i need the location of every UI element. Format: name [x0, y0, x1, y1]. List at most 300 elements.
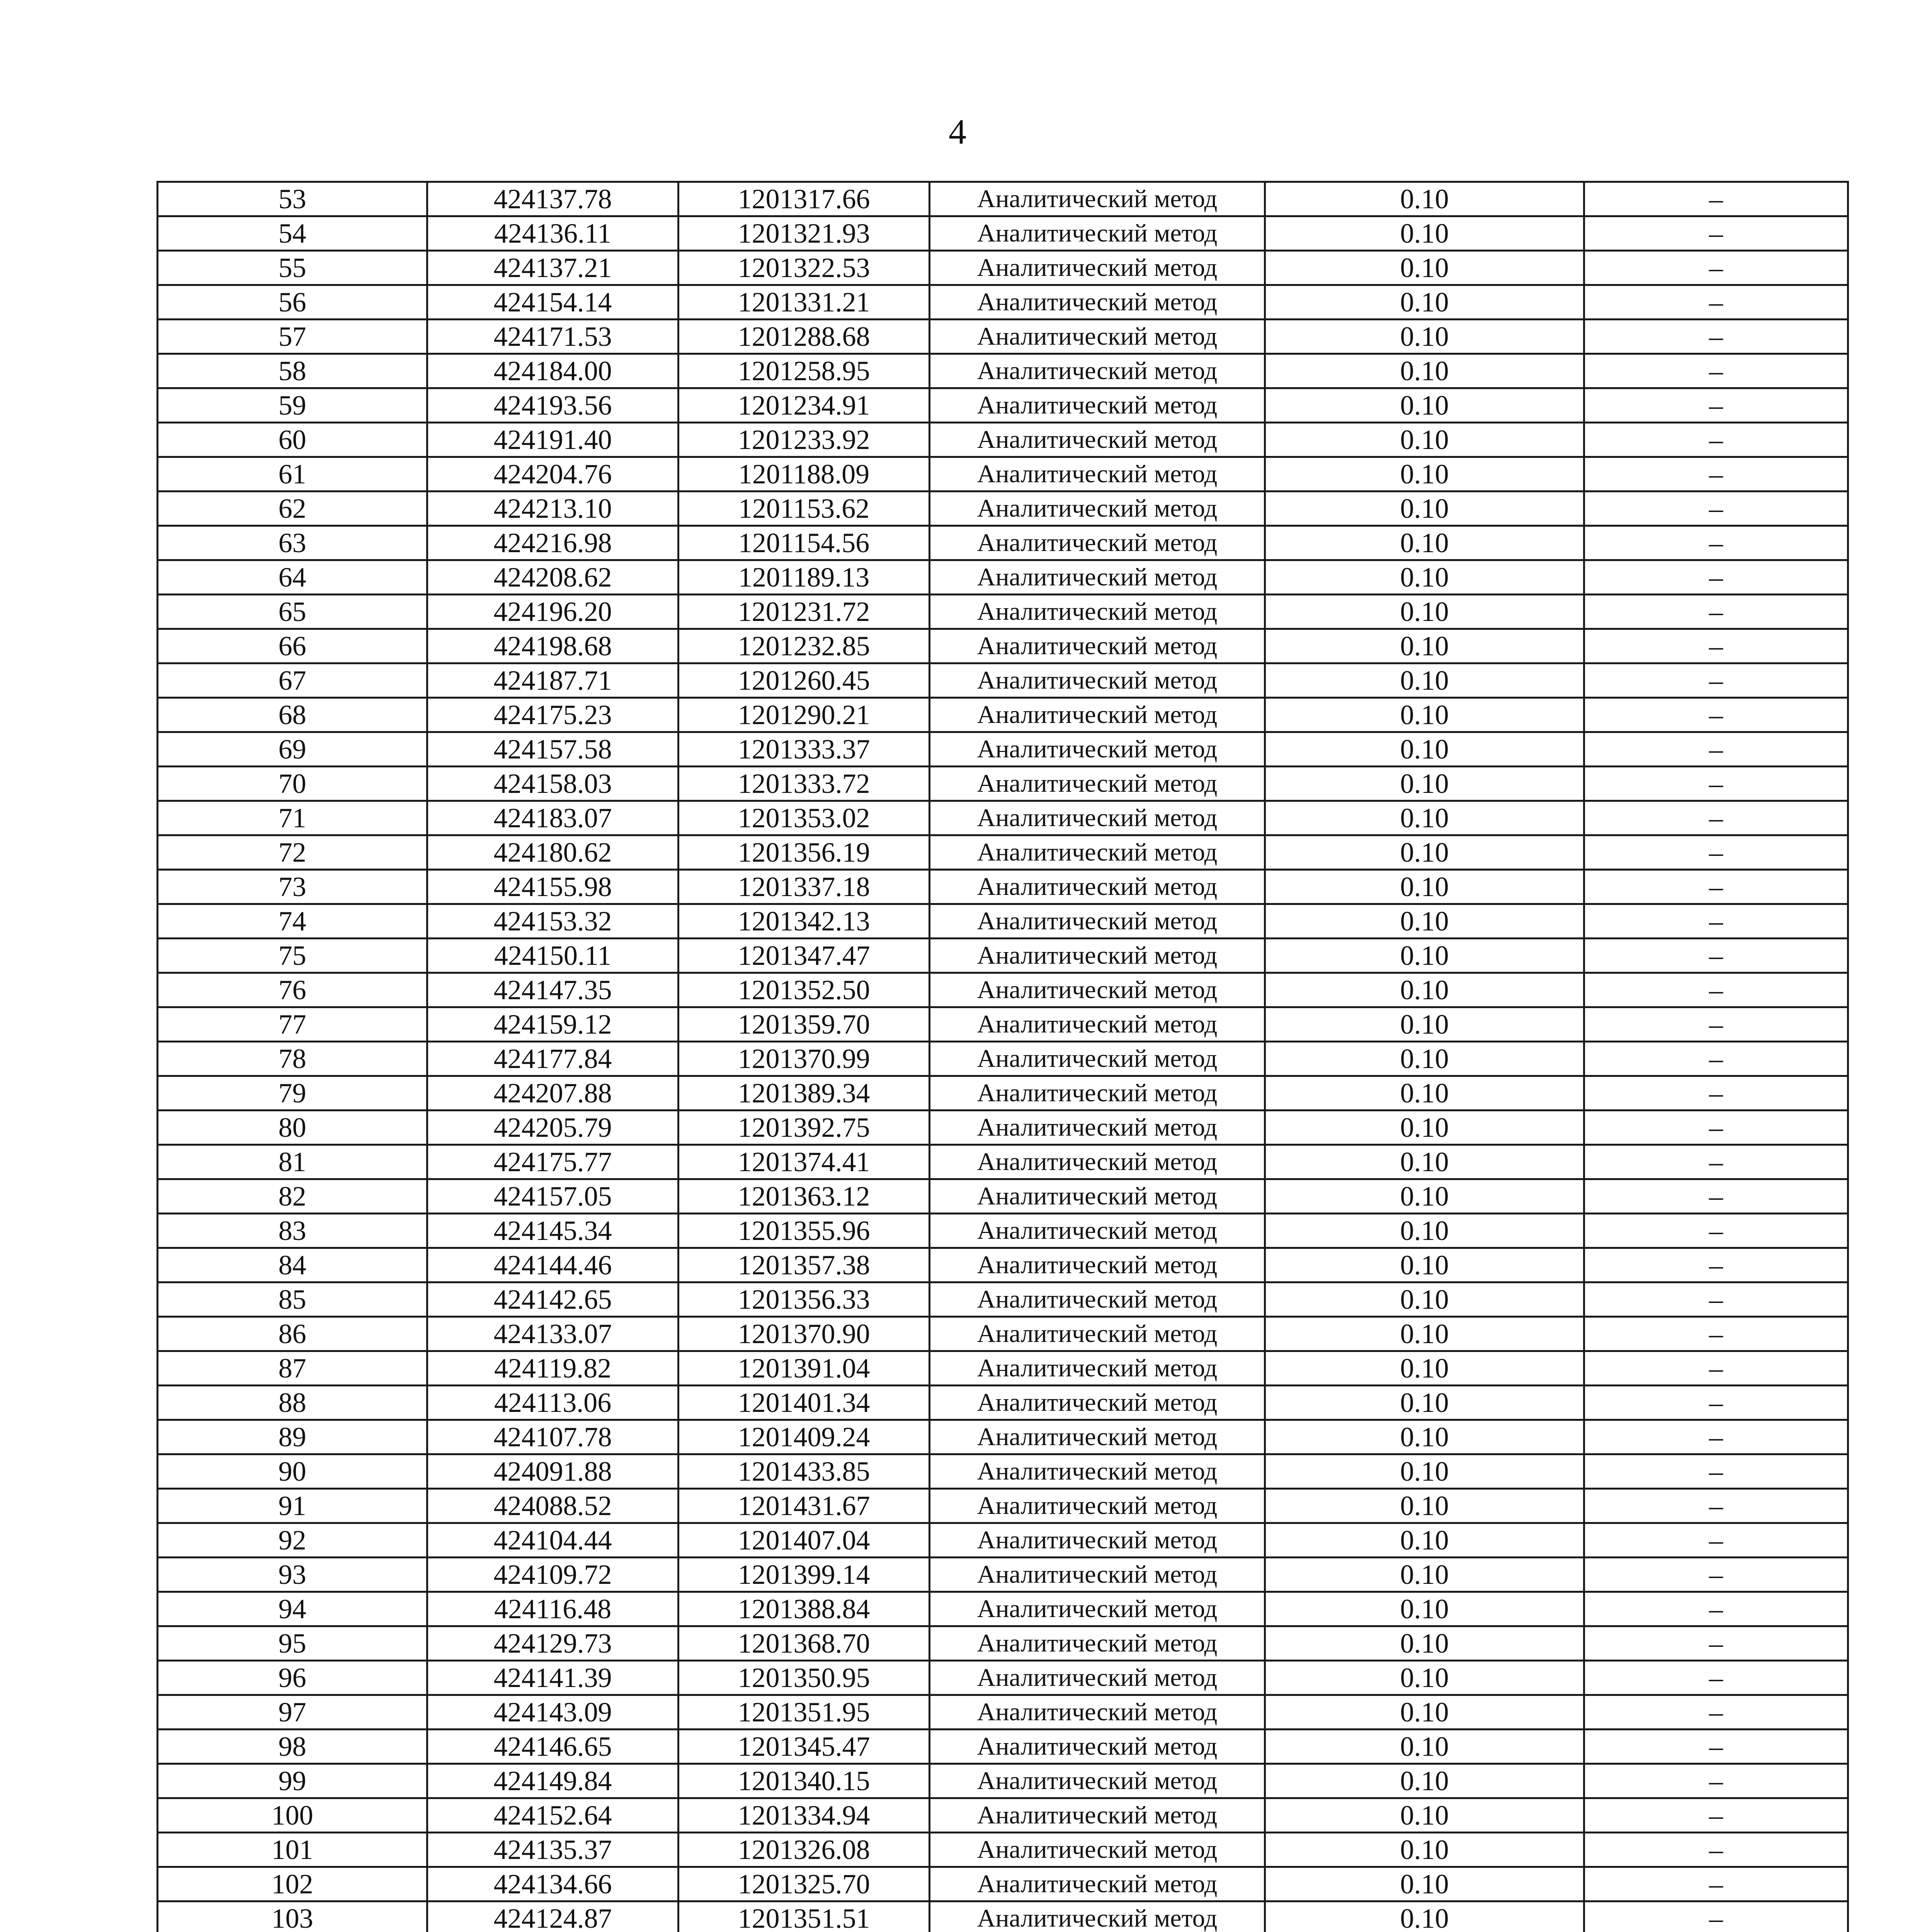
cell-error: 0.10: [1265, 595, 1584, 629]
table-row: [158, 1626, 1848, 1661]
cell-x-coordinate: 424191.40: [427, 423, 679, 457]
cell-x-coordinate: 424142.65: [427, 1282, 679, 1317]
cell-point-number: 96: [158, 1661, 427, 1695]
cell-y-coordinate: 1201350.95: [679, 1661, 930, 1695]
cell-method: Аналитический метод: [930, 1145, 1265, 1179]
cell-method: Аналитический метод: [930, 1626, 1265, 1661]
cell-y-coordinate: 1201370.99: [679, 1042, 930, 1076]
cell-note: –: [1584, 492, 1848, 526]
table-row: [158, 1523, 1848, 1558]
cell-point-number: 65: [158, 595, 427, 629]
table-row: [158, 1282, 1848, 1317]
table-row: [158, 423, 1848, 457]
cell-x-coordinate: 424157.05: [427, 1179, 679, 1214]
cell-x-coordinate: 424175.23: [427, 698, 679, 732]
cell-point-number: 60: [158, 423, 427, 457]
cell-method: Аналитический метод: [930, 388, 1265, 423]
cell-x-coordinate: 424145.34: [427, 1214, 679, 1248]
cell-point-number: 86: [158, 1317, 427, 1351]
cell-point-number: 100: [158, 1798, 427, 1833]
cell-point-number: 92: [158, 1523, 427, 1558]
cell-point-number: 74: [158, 904, 427, 939]
cell-y-coordinate: 1201325.70: [679, 1867, 930, 1901]
cell-error: 0.10: [1265, 1248, 1584, 1282]
cell-y-coordinate: 1201357.38: [679, 1248, 930, 1282]
cell-y-coordinate: 1201333.72: [679, 767, 930, 801]
cell-x-coordinate: 424134.66: [427, 1867, 679, 1901]
cell-x-coordinate: 424113.06: [427, 1386, 679, 1420]
cell-note: –: [1584, 1386, 1848, 1420]
cell-error: 0.10: [1265, 1042, 1584, 1076]
cell-y-coordinate: 1201359.70: [679, 1007, 930, 1042]
cell-note: –: [1584, 388, 1848, 423]
table-row: [158, 1695, 1848, 1730]
cell-x-coordinate: 424216.98: [427, 526, 679, 560]
cell-point-number: 58: [158, 354, 427, 388]
table-row: [158, 320, 1848, 354]
cell-point-number: 78: [158, 1042, 427, 1076]
cell-x-coordinate: 424144.46: [427, 1248, 679, 1282]
cell-x-coordinate: 424133.07: [427, 1317, 679, 1351]
table-row: [158, 1214, 1848, 1248]
table-row: [158, 973, 1848, 1007]
cell-error: 0.10: [1265, 1007, 1584, 1042]
cell-method: Аналитический метод: [930, 835, 1265, 870]
cell-y-coordinate: 1201153.62: [679, 492, 930, 526]
cell-y-coordinate: 1201388.84: [679, 1592, 930, 1626]
table-row: [158, 1317, 1848, 1351]
cell-y-coordinate: 1201401.34: [679, 1386, 930, 1420]
table-row: [158, 354, 1848, 388]
cell-note: –: [1584, 251, 1848, 285]
cell-error: 0.10: [1265, 1351, 1584, 1386]
cell-note: –: [1584, 1523, 1848, 1558]
cell-y-coordinate: 1201389.34: [679, 1076, 930, 1111]
cell-error: 0.10: [1265, 1867, 1584, 1901]
cell-point-number: 80: [158, 1111, 427, 1145]
cell-y-coordinate: 1201154.56: [679, 526, 930, 560]
cell-method: Аналитический метод: [930, 1282, 1265, 1317]
cell-method: Аналитический метод: [930, 1076, 1265, 1111]
cell-y-coordinate: 1201322.53: [679, 251, 930, 285]
cell-note: –: [1584, 904, 1848, 939]
cell-note: –: [1584, 973, 1848, 1007]
cell-point-number: 97: [158, 1695, 427, 1730]
cell-point-number: 71: [158, 801, 427, 835]
cell-method: Аналитический метод: [930, 1111, 1265, 1145]
cell-x-coordinate: 424205.79: [427, 1111, 679, 1145]
cell-point-number: 84: [158, 1248, 427, 1282]
table-row: [158, 1420, 1848, 1454]
cell-point-number: 64: [158, 560, 427, 595]
cell-y-coordinate: 1201333.37: [679, 732, 930, 767]
cell-note: –: [1584, 1214, 1848, 1248]
cell-error: 0.10: [1265, 492, 1584, 526]
table-row: [158, 663, 1848, 698]
cell-point-number: 63: [158, 526, 427, 560]
cell-error: 0.10: [1265, 801, 1584, 835]
cell-note: –: [1584, 698, 1848, 732]
cell-note: –: [1584, 182, 1848, 216]
cell-point-number: 101: [158, 1833, 427, 1867]
cell-note: –: [1584, 560, 1848, 595]
cell-point-number: 72: [158, 835, 427, 870]
cell-point-number: 95: [158, 1626, 427, 1661]
cell-note: –: [1584, 285, 1848, 320]
cell-note: –: [1584, 457, 1848, 492]
cell-note: –: [1584, 595, 1848, 629]
table-row: [158, 1351, 1848, 1386]
cell-method: Аналитический метод: [930, 1523, 1265, 1558]
cell-point-number: 70: [158, 767, 427, 801]
cell-note: –: [1584, 1145, 1848, 1179]
cell-point-number: 91: [158, 1489, 427, 1523]
table-row: [158, 1867, 1848, 1901]
cell-note: –: [1584, 1558, 1848, 1592]
cell-note: –: [1584, 1764, 1848, 1798]
cell-method: Аналитический метод: [930, 904, 1265, 939]
cell-error: 0.10: [1265, 457, 1584, 492]
cell-error: 0.10: [1265, 732, 1584, 767]
cell-point-number: 76: [158, 973, 427, 1007]
cell-error: 0.10: [1265, 1282, 1584, 1317]
cell-error: 0.10: [1265, 526, 1584, 560]
table-row: [158, 1592, 1848, 1626]
coordinates-table-body: [158, 182, 1848, 1932]
table-row: [158, 388, 1848, 423]
table-row: [158, 595, 1848, 629]
cell-method: Аналитический метод: [930, 320, 1265, 354]
cell-x-coordinate: 424180.62: [427, 835, 679, 870]
cell-method: Аналитический метод: [930, 1248, 1265, 1282]
cell-note: –: [1584, 216, 1848, 251]
table-row: [158, 698, 1848, 732]
cell-y-coordinate: 1201356.19: [679, 835, 930, 870]
cell-x-coordinate: 424150.11: [427, 939, 679, 973]
cell-error: 0.10: [1265, 1833, 1584, 1867]
cell-note: –: [1584, 801, 1848, 835]
cell-x-coordinate: 424088.52: [427, 1489, 679, 1523]
cell-y-coordinate: 1201353.02: [679, 801, 930, 835]
table-row: [158, 1042, 1848, 1076]
cell-point-number: 87: [158, 1351, 427, 1386]
cell-x-coordinate: 424175.77: [427, 1145, 679, 1179]
cell-x-coordinate: 424137.21: [427, 251, 679, 285]
cell-method: Аналитический метод: [930, 423, 1265, 457]
cell-y-coordinate: 1201347.47: [679, 939, 930, 973]
cell-error: 0.10: [1265, 1661, 1584, 1695]
cell-point-number: 81: [158, 1145, 427, 1179]
cell-error: 0.10: [1265, 939, 1584, 973]
cell-x-coordinate: 424154.14: [427, 285, 679, 320]
cell-note: –: [1584, 1179, 1848, 1214]
cell-note: –: [1584, 1042, 1848, 1076]
cell-error: 0.10: [1265, 1695, 1584, 1730]
cell-note: –: [1584, 767, 1848, 801]
cell-method: Аналитический метод: [930, 1798, 1265, 1833]
cell-point-number: 61: [158, 457, 427, 492]
cell-x-coordinate: 424184.00: [427, 354, 679, 388]
cell-point-number: 68: [158, 698, 427, 732]
cell-note: –: [1584, 1420, 1848, 1454]
cell-point-number: 69: [158, 732, 427, 767]
cell-point-number: 103: [158, 1901, 427, 1932]
cell-note: –: [1584, 1661, 1848, 1695]
cell-y-coordinate: 1201433.85: [679, 1454, 930, 1489]
cell-x-coordinate: 424204.76: [427, 457, 679, 492]
cell-point-number: 79: [158, 1076, 427, 1111]
cell-method: Аналитический метод: [930, 973, 1265, 1007]
cell-note: –: [1584, 1833, 1848, 1867]
cell-method: Аналитический метод: [930, 1179, 1265, 1214]
cell-method: Аналитический метод: [930, 526, 1265, 560]
cell-y-coordinate: 1201340.15: [679, 1764, 930, 1798]
cell-note: –: [1584, 526, 1848, 560]
cell-y-coordinate: 1201188.09: [679, 457, 930, 492]
cell-note: –: [1584, 1592, 1848, 1626]
cell-method: Аналитический метод: [930, 1489, 1265, 1523]
cell-error: 0.10: [1265, 767, 1584, 801]
cell-x-coordinate: 424119.82: [427, 1351, 679, 1386]
cell-error: 0.10: [1265, 354, 1584, 388]
cell-point-number: 82: [158, 1179, 427, 1214]
cell-x-coordinate: 424147.35: [427, 973, 679, 1007]
cell-method: Аналитический метод: [930, 1042, 1265, 1076]
cell-point-number: 55: [158, 251, 427, 285]
cell-x-coordinate: 424146.65: [427, 1730, 679, 1764]
cell-x-coordinate: 424109.72: [427, 1558, 679, 1592]
cell-method: Аналитический метод: [930, 1386, 1265, 1420]
cell-point-number: 102: [158, 1867, 427, 1901]
cell-point-number: 94: [158, 1592, 427, 1626]
cell-x-coordinate: 424157.58: [427, 732, 679, 767]
cell-error: 0.10: [1265, 1764, 1584, 1798]
cell-error: 0.10: [1265, 388, 1584, 423]
cell-method: Аналитический метод: [930, 767, 1265, 801]
cell-error: 0.10: [1265, 1179, 1584, 1214]
cell-y-coordinate: 1201399.14: [679, 1558, 930, 1592]
cell-error: 0.10: [1265, 870, 1584, 904]
cell-x-coordinate: 424124.87: [427, 1901, 679, 1932]
cell-method: Аналитический метод: [930, 1592, 1265, 1626]
cell-error: 0.10: [1265, 1111, 1584, 1145]
cell-x-coordinate: 424149.84: [427, 1764, 679, 1798]
cell-x-coordinate: 424155.98: [427, 870, 679, 904]
cell-note: –: [1584, 1351, 1848, 1386]
cell-y-coordinate: 1201337.18: [679, 870, 930, 904]
cell-point-number: 85: [158, 1282, 427, 1317]
cell-y-coordinate: 1201232.85: [679, 629, 930, 663]
cell-x-coordinate: 424137.78: [427, 182, 679, 216]
cell-note: –: [1584, 1489, 1848, 1523]
cell-y-coordinate: 1201392.75: [679, 1111, 930, 1145]
cell-method: Аналитический метод: [930, 732, 1265, 767]
cell-point-number: 93: [158, 1558, 427, 1592]
cell-y-coordinate: 1201234.91: [679, 388, 930, 423]
cell-method: Аналитический метод: [930, 560, 1265, 595]
cell-error: 0.10: [1265, 216, 1584, 251]
cell-error: 0.10: [1265, 1798, 1584, 1833]
cell-y-coordinate: 1201374.41: [679, 1145, 930, 1179]
cell-error: 0.10: [1265, 1558, 1584, 1592]
cell-note: –: [1584, 1076, 1848, 1111]
cell-note: –: [1584, 835, 1848, 870]
cell-method: Аналитический метод: [930, 1661, 1265, 1695]
cell-method: Аналитический метод: [930, 1454, 1265, 1489]
table-row: [158, 732, 1848, 767]
cell-method: Аналитический метод: [930, 1901, 1265, 1932]
cell-y-coordinate: 1201345.47: [679, 1730, 930, 1764]
table-row: [158, 1454, 1848, 1489]
page-number: 4: [949, 112, 966, 151]
cell-method: Аналитический метод: [930, 285, 1265, 320]
cell-x-coordinate: 424107.78: [427, 1420, 679, 1454]
cell-method: Аналитический метод: [930, 1867, 1265, 1901]
cell-x-coordinate: 424152.64: [427, 1798, 679, 1833]
cell-y-coordinate: 1201288.68: [679, 320, 930, 354]
cell-y-coordinate: 1201331.21: [679, 285, 930, 320]
cell-method: Аналитический метод: [930, 1695, 1265, 1730]
cell-error: 0.10: [1265, 1592, 1584, 1626]
cell-method: Аналитический метод: [930, 1214, 1265, 1248]
cell-y-coordinate: 1201409.24: [679, 1420, 930, 1454]
cell-method: Аналитический метод: [930, 1764, 1265, 1798]
cell-point-number: 56: [158, 285, 427, 320]
cell-error: 0.10: [1265, 1420, 1584, 1454]
cell-note: –: [1584, 1007, 1848, 1042]
cell-method: Аналитический метод: [930, 939, 1265, 973]
cell-y-coordinate: 1201352.50: [679, 973, 930, 1007]
table-row: [158, 1007, 1848, 1042]
table-row: [158, 1558, 1848, 1592]
cell-note: –: [1584, 1695, 1848, 1730]
cell-x-coordinate: 424116.48: [427, 1592, 679, 1626]
cell-error: 0.10: [1265, 1489, 1584, 1523]
table-row: [158, 801, 1848, 835]
table-row: [158, 526, 1848, 560]
table-row: [158, 1145, 1848, 1179]
cell-error: 0.10: [1265, 973, 1584, 1007]
cell-error: 0.10: [1265, 1214, 1584, 1248]
cell-x-coordinate: 424187.71: [427, 663, 679, 698]
cell-note: –: [1584, 1248, 1848, 1282]
cell-note: –: [1584, 423, 1848, 457]
cell-x-coordinate: 424129.73: [427, 1626, 679, 1661]
table-row: [158, 1248, 1848, 1282]
table-row: [158, 629, 1848, 663]
table-row: [158, 251, 1848, 285]
table-row: [158, 939, 1848, 973]
cell-y-coordinate: 1201355.96: [679, 1214, 930, 1248]
cell-y-coordinate: 1201321.93: [679, 216, 930, 251]
table-row: [158, 457, 1848, 492]
cell-error: 0.10: [1265, 698, 1584, 732]
table-row: [158, 182, 1848, 216]
table-row: [158, 492, 1848, 526]
cell-error: 0.10: [1265, 1523, 1584, 1558]
cell-method: Аналитический метод: [930, 1558, 1265, 1592]
cell-x-coordinate: 424207.88: [427, 1076, 679, 1111]
cell-x-coordinate: 424159.12: [427, 1007, 679, 1042]
cell-point-number: 59: [158, 388, 427, 423]
cell-point-number: 53: [158, 182, 427, 216]
cell-error: 0.10: [1265, 1626, 1584, 1661]
cell-point-number: 98: [158, 1730, 427, 1764]
cell-error: 0.10: [1265, 835, 1584, 870]
cell-error: 0.10: [1265, 1076, 1584, 1111]
cell-note: –: [1584, 1867, 1848, 1901]
cell-method: Аналитический метод: [930, 216, 1265, 251]
cell-x-coordinate: 424193.56: [427, 388, 679, 423]
table-row: [158, 767, 1848, 801]
cell-method: Аналитический метод: [930, 1351, 1265, 1386]
cell-point-number: 99: [158, 1764, 427, 1798]
cell-error: 0.10: [1265, 423, 1584, 457]
cell-note: –: [1584, 1454, 1848, 1489]
cell-method: Аналитический метод: [930, 801, 1265, 835]
cell-error: 0.10: [1265, 1454, 1584, 1489]
table-row: [158, 216, 1848, 251]
cell-note: –: [1584, 354, 1848, 388]
cell-y-coordinate: 1201368.70: [679, 1626, 930, 1661]
cell-error: 0.10: [1265, 182, 1584, 216]
cell-point-number: 57: [158, 320, 427, 354]
cell-error: 0.10: [1265, 1901, 1584, 1932]
cell-method: Аналитический метод: [930, 1007, 1265, 1042]
cell-method: Аналитический метод: [930, 870, 1265, 904]
cell-point-number: 75: [158, 939, 427, 973]
cell-note: –: [1584, 1901, 1848, 1932]
cell-point-number: 83: [158, 1214, 427, 1248]
cell-note: –: [1584, 1626, 1848, 1661]
cell-error: 0.10: [1265, 1145, 1584, 1179]
cell-y-coordinate: 1201233.92: [679, 423, 930, 457]
cell-error: 0.10: [1265, 904, 1584, 939]
cell-method: Аналитический метод: [930, 492, 1265, 526]
cell-point-number: 66: [158, 629, 427, 663]
coordinates-table: [156, 181, 1849, 1932]
cell-x-coordinate: 424183.07: [427, 801, 679, 835]
cell-method: Аналитический метод: [930, 663, 1265, 698]
cell-method: Аналитический метод: [930, 1317, 1265, 1351]
cell-x-coordinate: 424091.88: [427, 1454, 679, 1489]
cell-method: Аналитический метод: [930, 182, 1265, 216]
cell-method: Аналитический метод: [930, 595, 1265, 629]
cell-method: Аналитический метод: [930, 457, 1265, 492]
cell-method: Аналитический метод: [930, 629, 1265, 663]
cell-point-number: 67: [158, 663, 427, 698]
cell-y-coordinate: 1201370.90: [679, 1317, 930, 1351]
cell-y-coordinate: 1201363.12: [679, 1179, 930, 1214]
cell-y-coordinate: 1201407.04: [679, 1523, 930, 1558]
cell-x-coordinate: 424171.53: [427, 320, 679, 354]
cell-point-number: 88: [158, 1386, 427, 1420]
cell-point-number: 54: [158, 216, 427, 251]
cell-method: Аналитический метод: [930, 1730, 1265, 1764]
cell-y-coordinate: 1201231.72: [679, 595, 930, 629]
cell-point-number: 77: [158, 1007, 427, 1042]
cell-note: –: [1584, 320, 1848, 354]
cell-x-coordinate: 424177.84: [427, 1042, 679, 1076]
table-row: [158, 285, 1848, 320]
cell-y-coordinate: 1201391.04: [679, 1351, 930, 1386]
cell-x-coordinate: 424153.32: [427, 904, 679, 939]
cell-y-coordinate: 1201189.13: [679, 560, 930, 595]
cell-point-number: 90: [158, 1454, 427, 1489]
table-row: [158, 870, 1848, 904]
table-row: [158, 1764, 1848, 1798]
cell-y-coordinate: 1201351.51: [679, 1901, 930, 1932]
